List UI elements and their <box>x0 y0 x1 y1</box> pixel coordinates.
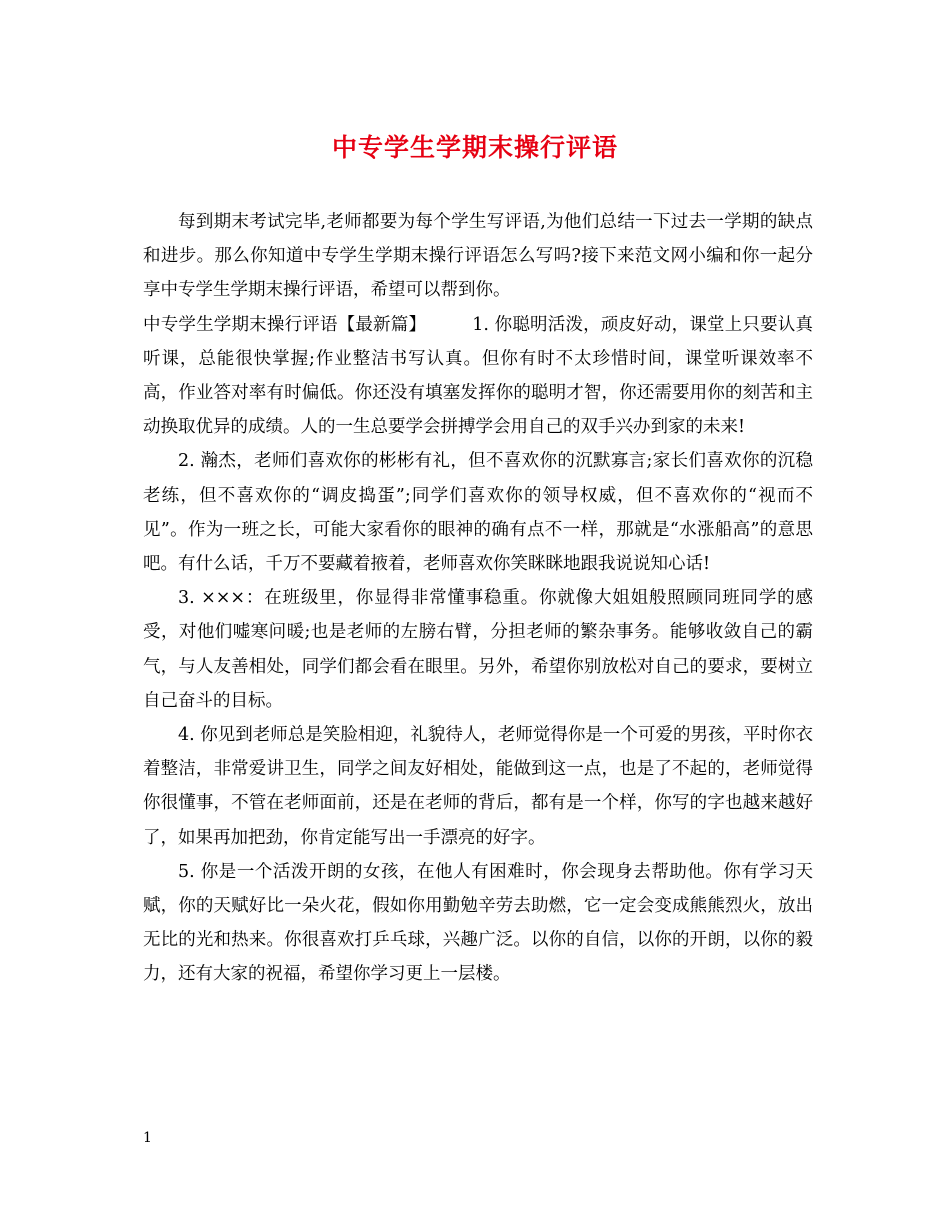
page-number: 1 <box>143 1130 152 1146</box>
document-title: 中专学生学期末操行评语 <box>331 133 618 162</box>
comment-paragraph-2: 2. 瀚杰，老师们喜欢你的彬彬有礼，但不喜欢你的沉默寡言;家长们喜欢你的沉稳老练，但不喜欢你的“调皮捣蛋”;同学们喜欢你的领导权威，但不喜欢你的“视而不见”。作为一班之长，可能大家看你的眼神的确有点不一样，那就是“水涨船高”的意思吧。有什么话，千万不要藏着掖着，老师喜欢你笑眯眯地跟我说说知心话! <box>143 451 813 575</box>
document-body <box>143 205 813 992</box>
comment-paragraph-5: 5. 你是一个活泼开朗的女孩，在他人有困难时，你会现身去帮助他。你有学习天赋，你的天赋好比一朵火花，假如你用勤勉辛劳去助燃，它一定会变成熊熊烈火，放出无比的光和热来。你很喜欢打乒乓球，兴趣广泛。以你的自信，以你的开朗，以你的毅力，还有大家的祝福，希望你学习更上一层楼。 <box>143 861 813 985</box>
intro-paragraph: 每到期末考试完毕,老师都要为每个学生写评语,为他们总结一下过去一学期的缺点和进步。那么你知道中专学生学期末操行评语怎么写吗?接下来范文网小编和你一起分享中专学生学期末操行评语，希望可以帮到你。 <box>143 212 813 301</box>
comment-paragraph-3: 3. ×××：在班级里，你显得非常懂事稳重。你就像大姐姐般照顾同班同学的感受，对他们嘘寒问暖;也是老师的左膀右臂，分担老师的繁杂事务。能够收敛自己的霸气，与人友善相处，同学们都会看在眼里。另外，希望你别放松对自己的要求，要树立自己奋斗的目标。 <box>143 588 813 711</box>
comment-paragraph-4: 4. 你见到老师总是笑脸相迎，礼貌待人，老师觉得你是一个可爱的男孩，平时你衣着整洁，非常爱讲卫生，同学之间友好相处，能做到这一点，也是了不起的，老师觉得你很懂事，不管在老师面前，还是在老师的背后，都有是一个样，你写的字也越来越好了，如果再加把劲，你肯定能写出一手漂亮的好字。 <box>143 725 813 848</box>
comment-paragraph-1: 中专学生学期末操行评语【最新篇】 1. 你聪明活泼，顽皮好动，课堂上只要认真听课，总能很快掌握;作业整洁书写认真。但你有时不太珍惜时间，课堂听课效率不高，作业答对率有时偏低。你还没有填塞发挥你的聪明才智，你还需要用你的刻苦和主动换取优异的成绩。人的一生总要学会拼搏学会用自己的双手兴办到家的未来! <box>143 314 813 438</box>
